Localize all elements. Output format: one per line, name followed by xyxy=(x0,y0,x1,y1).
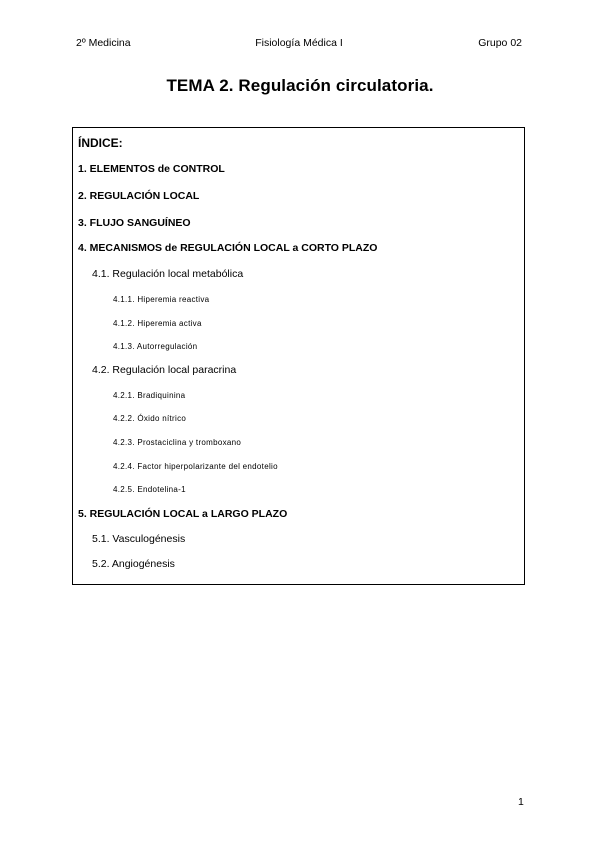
toc-item-3: 3. FLUJO SANGUÍNEO xyxy=(78,217,191,229)
toc-item-4-2-5: 4.2.5. Endotelina-1 xyxy=(113,485,186,494)
toc-item-5-1: 5.1. Vasculogénesis xyxy=(92,533,186,545)
toc-item-4-1: 4.1. Regulación local metabólica xyxy=(92,268,244,280)
toc-item-4-1-3: 4.1.3. Autorregulación xyxy=(113,342,198,351)
toc-item-1: 1. ELEMENTOS de CONTROL xyxy=(78,163,225,175)
toc-item-4-1-2: 4.1.2. Hiperemia activa xyxy=(113,319,202,328)
page-number: 1 xyxy=(518,796,524,808)
toc-heading: ÍNDICE: xyxy=(78,136,123,150)
header-course: 2º Medicina xyxy=(76,37,131,49)
document-title: TEMA 2. Regulación circulatoria. xyxy=(166,76,434,95)
header-group: Grupo 02 xyxy=(478,37,522,49)
toc-item-5: 5. REGULACIÓN LOCAL a LARGO PLAZO xyxy=(78,508,288,520)
toc-item-4-2: 4.2. Regulación local paracrina xyxy=(92,364,237,376)
header-subject: Fisiología Médica I xyxy=(255,37,343,49)
toc-item-5-2: 5.2. Angiogénesis xyxy=(92,558,175,570)
page-header xyxy=(76,37,522,53)
toc-item-4: 4. MECANISMOS de REGULACIÓN LOCAL a CORTO PLAZO xyxy=(78,242,378,254)
toc-item-4-2-3: 4.2.3. Prostaciclina y tromboxano xyxy=(113,438,242,447)
toc-item-2: 2. REGULACIÓN LOCAL xyxy=(78,190,200,202)
toc-item-4-1-1: 4.1.1. Hiperemia reactiva xyxy=(113,295,210,304)
table-of-contents xyxy=(72,127,525,585)
toc-item-4-2-1: 4.2.1. Bradiquinina xyxy=(113,391,186,400)
toc-item-4-2-4: 4.2.4. Factor hiperpolarizante del endotelio xyxy=(113,462,278,471)
toc-item-4-2-2: 4.2.2. Óxido nítrico xyxy=(113,414,187,423)
